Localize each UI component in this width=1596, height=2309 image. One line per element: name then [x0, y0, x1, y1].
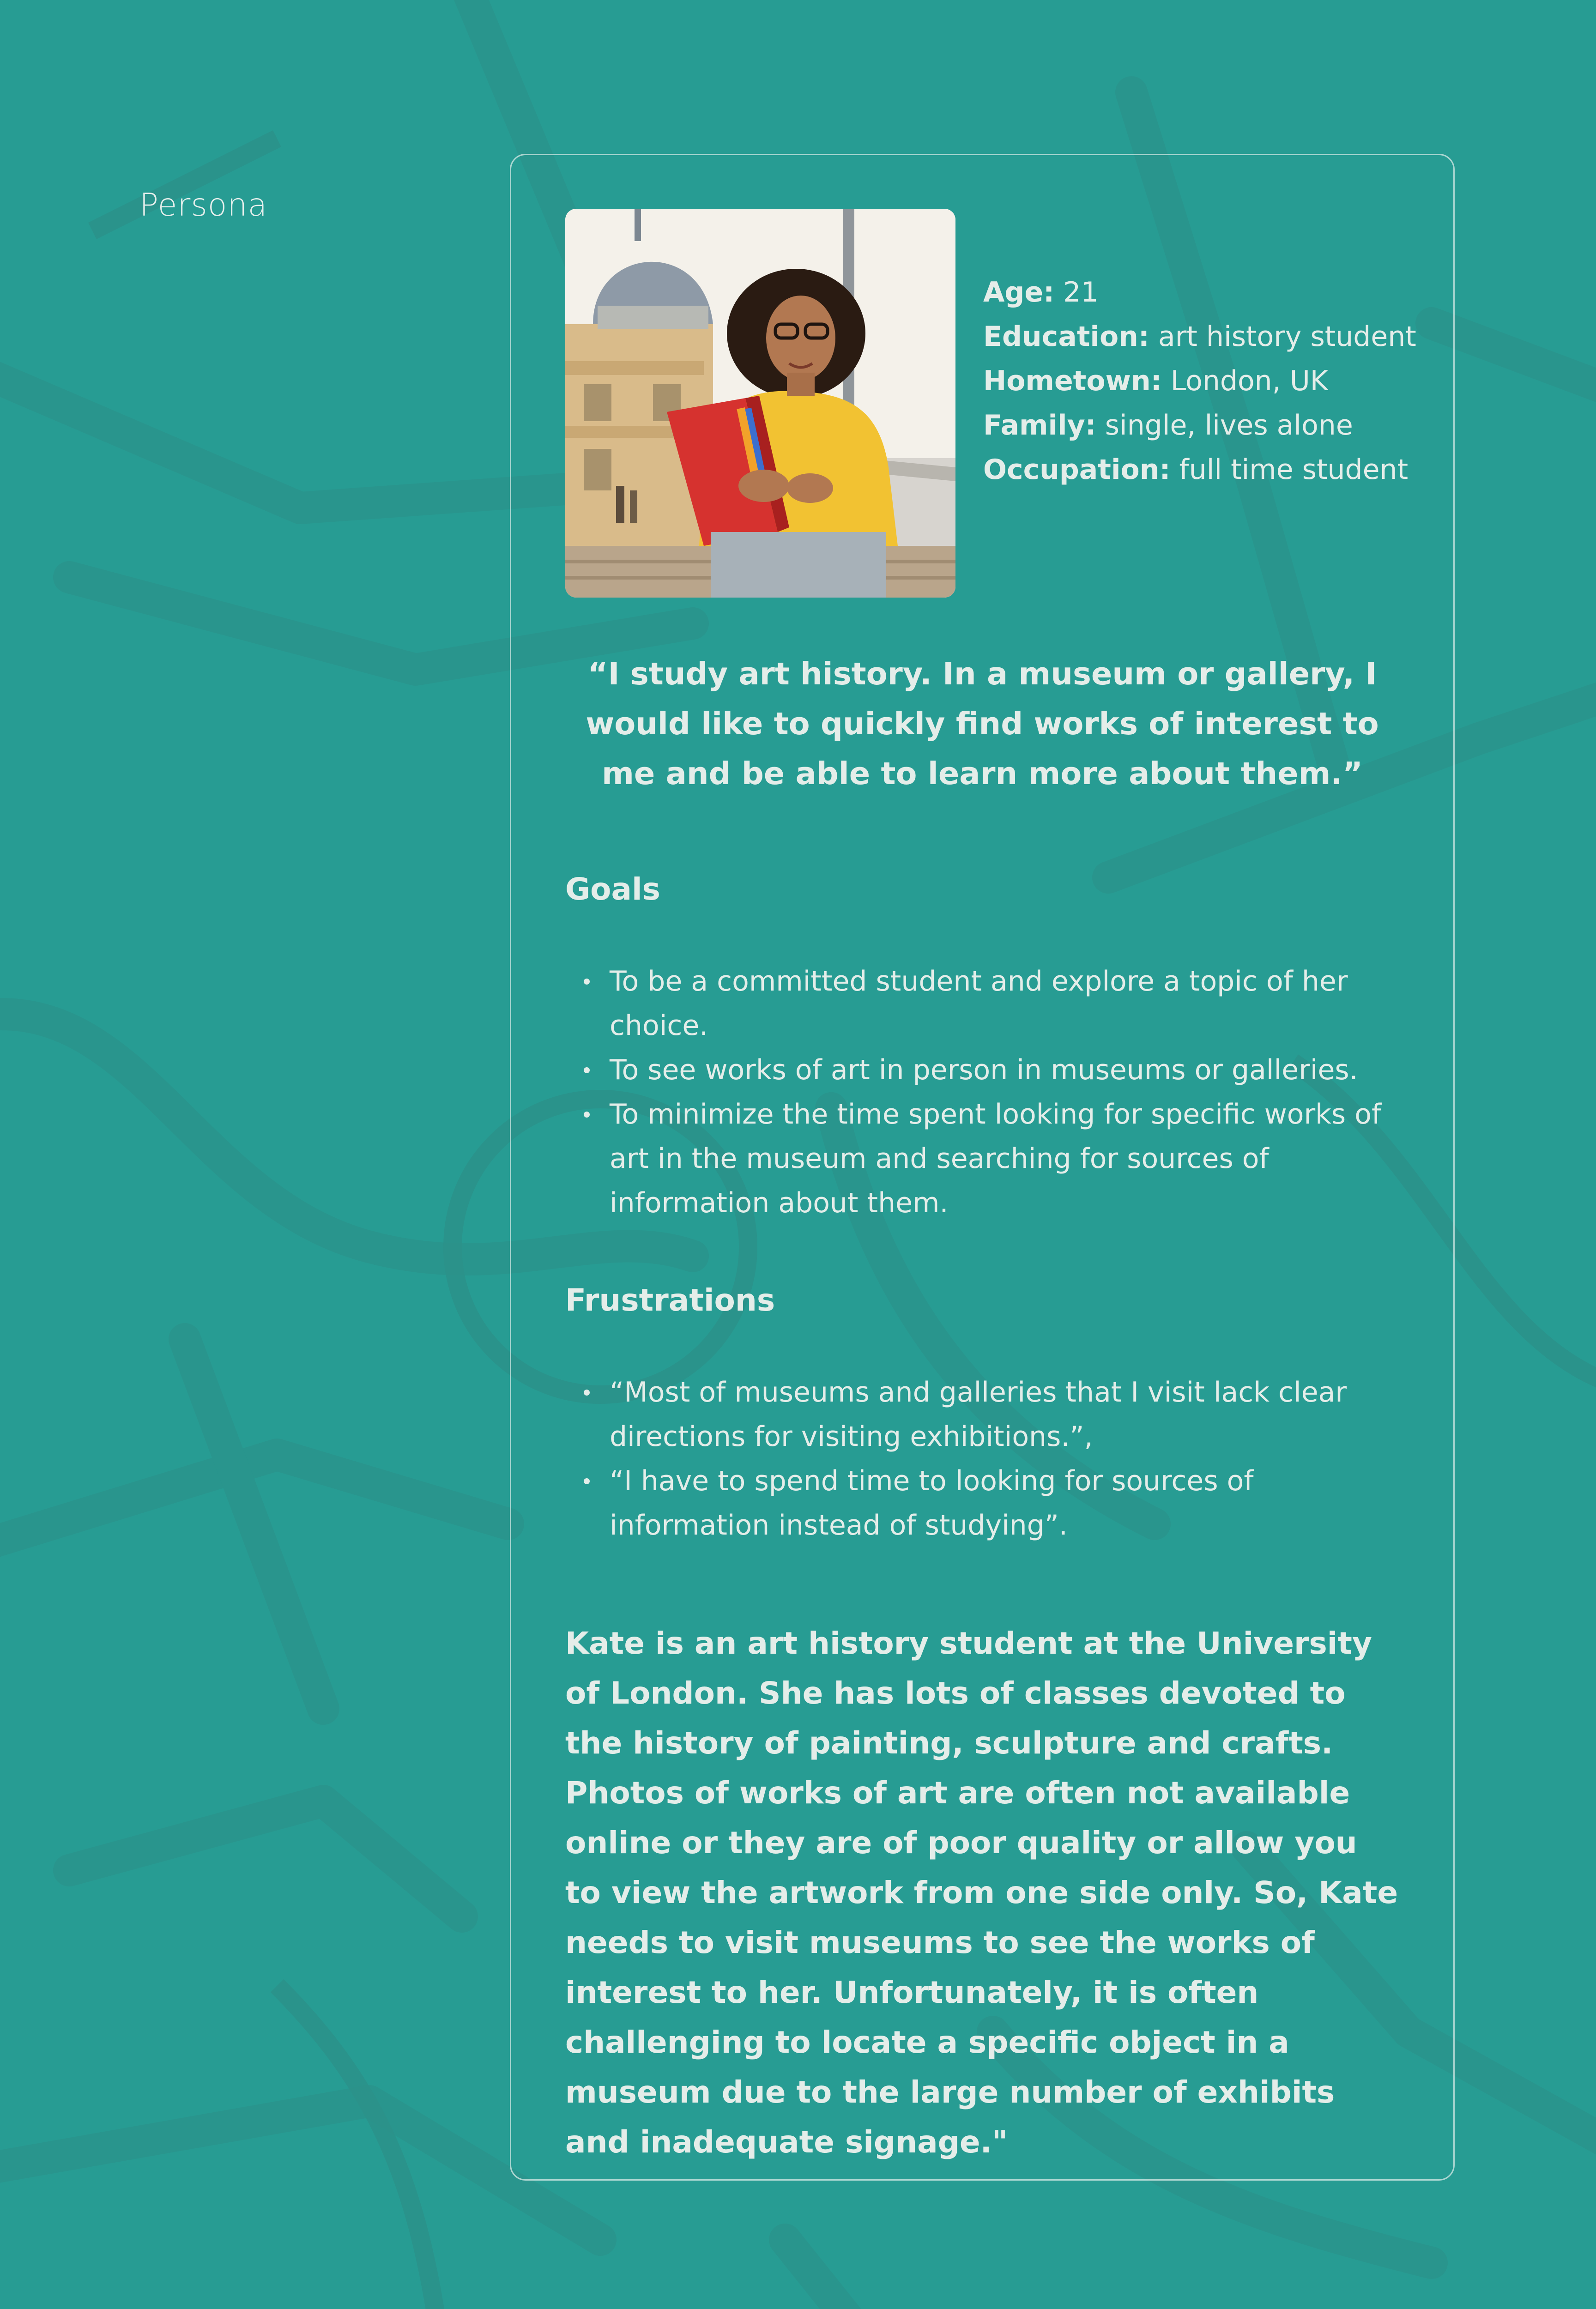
fact-value: full time student [1179, 453, 1409, 486]
fact-value: 21 [1063, 276, 1099, 308]
goals-list [565, 959, 1399, 1225]
bullet-icon [584, 1478, 590, 1484]
persona-quote: “I study art history. In a museum or gallery, I would like to quickly find works of interest to me and be able to learn more about them.” [586, 656, 1379, 792]
list-item [565, 1092, 1399, 1225]
list-item [565, 1459, 1399, 1547]
fact-value: London, UK [1170, 365, 1329, 397]
fact-key: Hometown: [983, 365, 1162, 397]
frustrations-list [565, 1370, 1399, 1547]
bullet-icon [584, 1067, 590, 1073]
bullet-icon [584, 1112, 590, 1118]
list-item-text: To minimize the time spent looking for specific works of art in the museum and searching for sources of information about them. [610, 1098, 1382, 1219]
list-item [565, 1370, 1399, 1459]
list-item-text: To be a committed student and explore a topic of her choice. [610, 965, 1348, 1042]
persona-photo [565, 209, 955, 598]
persona-summary: Kate is an art history student at the University of London. She has lots of classes devoted to the history of painting, sculpture and crafts. Photos of works of art are often not available online or they are of poor quality or allow you to view the artwork from one side only. So, Kate needs to visit museums to see the works of interest to her. Unfortunately, it is often challenging to locate a specific object in a museum due to the large number of exhibits and inadequate signage." [565, 1626, 1398, 2160]
fact-key: Age: [983, 276, 1055, 308]
list-item-text: To see works of art in person in museums or galleries. [610, 1054, 1358, 1086]
list-item-text: “I have to spend time to looking for sources of information instead of studying”. [610, 1465, 1254, 1541]
fact-occupation [983, 447, 1427, 492]
fact-value: single, lives alone [1105, 409, 1353, 441]
persona-facts [983, 270, 1427, 492]
goals-heading: Goals [565, 871, 660, 907]
fact-education [983, 314, 1427, 359]
section-label: Persona [139, 187, 268, 224]
fact-value: art history student [1158, 320, 1416, 353]
frustrations-heading: Frustrations [565, 1282, 775, 1318]
list-item [565, 959, 1399, 1048]
list-item [565, 1048, 1399, 1092]
fact-age [983, 270, 1427, 314]
fact-key: Occupation: [983, 453, 1171, 486]
bullet-icon [584, 1390, 590, 1396]
fact-key: Family: [983, 409, 1096, 441]
fact-hometown [983, 359, 1427, 403]
bullet-icon [584, 979, 590, 985]
fact-key: Education: [983, 320, 1149, 353]
list-item-text: “Most of museums and galleries that I visit lack clear directions for visiting exhibitions.”, [610, 1376, 1347, 1453]
fact-family [983, 403, 1427, 447]
